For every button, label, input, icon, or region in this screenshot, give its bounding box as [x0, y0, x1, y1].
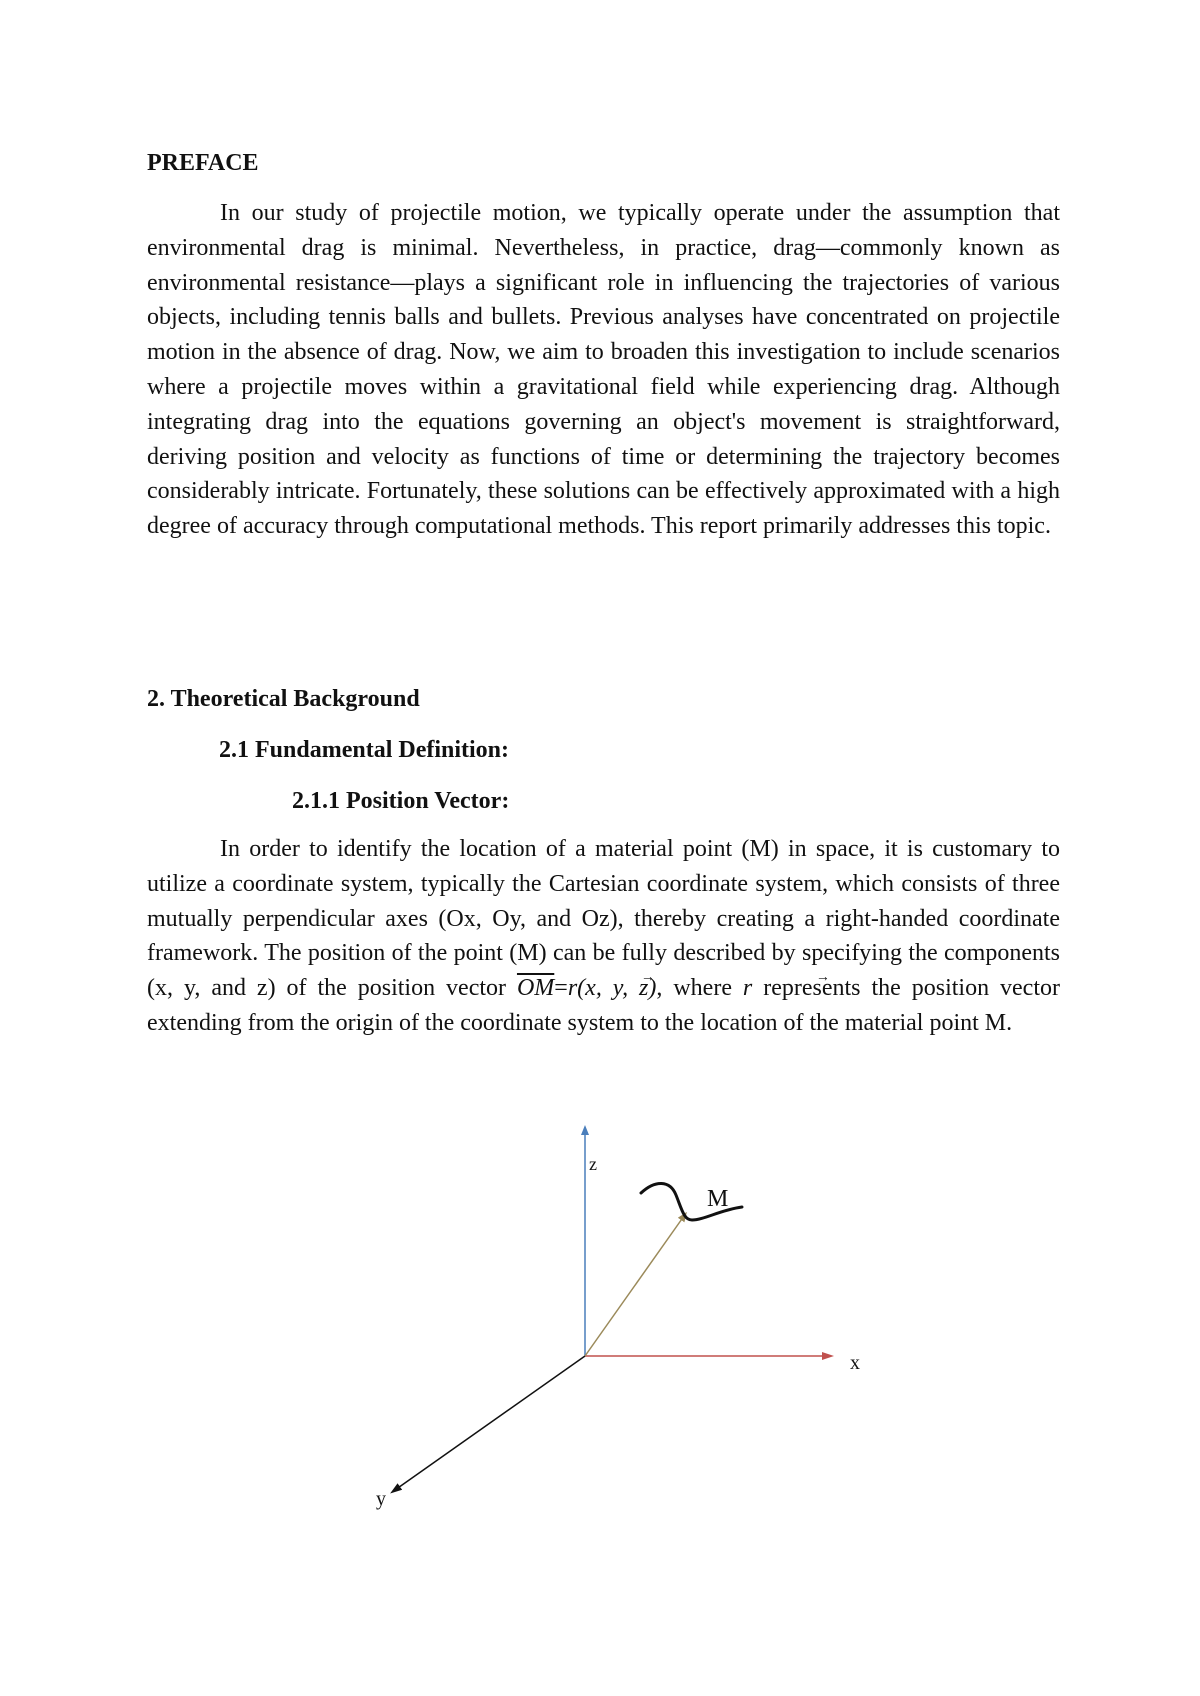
subsection-2-1-1-heading: 2.1.1 Position Vector: — [292, 788, 510, 814]
vector-arguments: (x, y, z) — [577, 975, 657, 1002]
point-m-label: M — [707, 1186, 729, 1212]
z-axis-label: z — [589, 1154, 597, 1174]
position-vector-arrow — [585, 1216, 684, 1356]
trajectory-curve — [641, 1183, 742, 1220]
preface-paragraph: In our study of projectile motion, we typically operate under the assumption that environmental drag is minimal. Nevertheless, in practice, drag—commonly known as environmental resistance—plays a significant role in influencing the trajectories of various objects, including tennis balls and bullets. Previous analyses have concentrated on projectile motion in the absence of drag. Now, we aim to broaden this investigation to include scenarios where a projectile moves within a gravitational field while experiencing drag. Although integrating drag into the equations governing an object's movement is straightforward, deriving position and velocity as functions of time or determining the trajectory becomes considerably intricate. Fortunately, these solutions can be effectively approximated with a high degree of accuracy through computational methods. This report primarily addresses this topic. — [147, 200, 1060, 540]
position-paragraph-part-3: represents the position vector extending from the origin of the coordinate system to the location of the material point M. — [147, 975, 1060, 1036]
position-paragraph-part-2: , where — [656, 975, 743, 1002]
vector-r-inline: → r — [743, 975, 752, 1001]
position-vector-paragraph — [147, 832, 1060, 1041]
y-axis-label: y — [376, 1488, 386, 1510]
vector-r: → r — [568, 975, 577, 1001]
y-axis — [395, 1356, 585, 1490]
preface-heading: PREFACE — [147, 150, 259, 176]
section-2-heading: 2. Theoretical Background — [147, 686, 420, 712]
position-paragraph-part-1: In order to identify the location of a material point (M) in space, it is customary to utilize a coordinate system, typically the Cartesian coordinate system, which consists of three mutually perpendicular axes (Ox, Oy, and Oz), thereby creating a right-handed coordinate framework. The position of the point (M) can be fully described by specifying the components (x, y, and z) of the position vector — [147, 836, 1060, 1002]
subsection-2-1-heading: 2.1 Fundamental Definition: — [219, 737, 510, 763]
x-axis-label: x — [850, 1352, 860, 1374]
equals-sign: = — [554, 975, 568, 1002]
vector-om: $\overline{OM}$ — [516, 975, 555, 1002]
